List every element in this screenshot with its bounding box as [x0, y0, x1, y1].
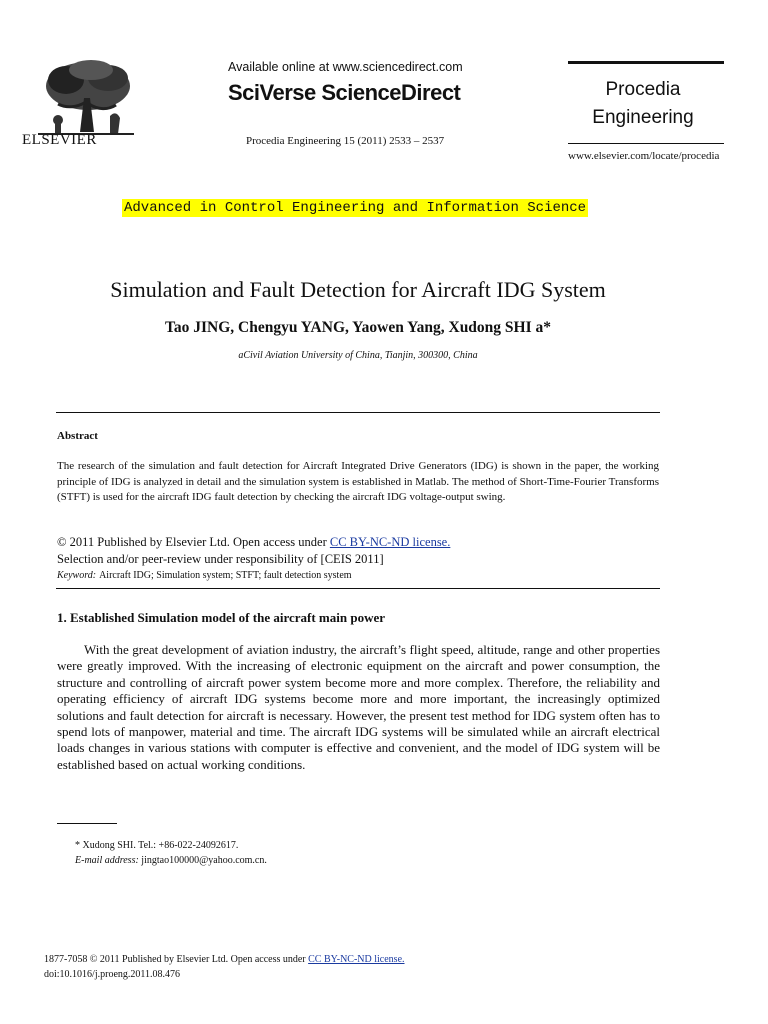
keywords-text: Aircraft IDG; Simulation system; STFT; fault detection system [99, 570, 352, 581]
journal-box-bottom-rule [568, 143, 724, 144]
author-list: Tao JING, Chengyu YANG, Yaowen Yang, Xudong SHI a* [164, 319, 552, 336]
platform-name: SciVerse ScienceDirect [228, 80, 461, 105]
email-address[interactable]: jingtao100000@yahoo.com.cn. [141, 855, 267, 866]
footnote-corresponding: * Xudong SHI. Tel.: +86-022-24092617. [75, 840, 239, 851]
abstract-text: The research of the simulation and fault detection for Aircraft Integrated Drive Generators (IDG) is shown in the paper, the working principle of IDG is analyzed in detail and the simulation system is established in Matlab. The method of Short-Time-Fourier Transforms (STFT) is used for the aircraft IDG fault detection by checking the aircraft IDG voltage-output swing. [57, 460, 659, 503]
journal-name-line2: Engineering [592, 107, 694, 128]
journal-name-line1: Procedia [605, 79, 681, 100]
copyright-line [57, 534, 659, 551]
page-footer [44, 952, 405, 982]
copyright-block [57, 534, 659, 568]
keywords-line [57, 570, 352, 581]
footnote-email [75, 855, 267, 866]
paper-title: Simulation and Fault Detection for Aircraft IDG System [110, 277, 606, 302]
journal-reference: Procedia Engineering 15 (2011) 2533 – 2537 [246, 135, 445, 147]
license-link[interactable]: CC BY-NC-ND license. [329, 535, 451, 549]
abstract-heading: Abstract [57, 430, 98, 442]
footnote-rule [57, 823, 117, 824]
keywords-label: Keyword: [57, 570, 97, 581]
available-online-text: Available online at www.sciencedirect.com [228, 60, 463, 74]
journal-name [568, 76, 718, 132]
abstract-top-rule [56, 412, 660, 413]
journal-url[interactable]: www.elsevier.com/locate/procedia [568, 150, 720, 162]
journal-box-top-rule [568, 61, 724, 64]
affiliation: aCivil Aviation University of China, Tianjin, 300300, China [238, 350, 478, 361]
issn-line [44, 952, 405, 967]
footer-license-link[interactable]: CC BY-NC-ND license. [308, 954, 405, 965]
abstract-bottom-rule [56, 588, 660, 589]
copyright-text: © 2011 Published by Elsevier Ltd. Open access under [57, 535, 327, 549]
conference-banner: Advanced in Control Engineering and Information Science [124, 200, 587, 216]
publisher-name: ELSEVIER [22, 132, 97, 148]
email-label: E-mail address: [75, 855, 139, 866]
issn-text: 1877-7058 © 2011 Published by Elsevier Ltd. Open access under [44, 954, 306, 965]
peer-review-line: Selection and/or peer-review under responsibility of [CEIS 2011] [57, 552, 384, 566]
section-heading: 1. Established Simulation model of the aircraft main power [57, 610, 386, 625]
section-paragraph: With the great development of aviation industry, the aircraft’s flight speed, altitude, range and other properties were greatly improved. With the increasing of electronic equipment on the aircraft and power consumption, the structure and controlling of aircraft power system become more and more complex. Therefore, the reliability and operating efficiency of aircraft IDG systems become more and more important, the increasingly optimized solutions and fault detection for aircraft is necessary. However, the present test method for IDG system often has to spend lots of manpower, material and time. The aircraft IDG systems will be simulated while an aircraft electrical loads changes in various stations with computer is effective and convenient, and the model of IDG system will be established based on actual working conditions. [57, 642, 660, 772]
doi-line[interactable]: doi:10.1016/j.proeng.2011.08.476 [44, 969, 181, 980]
